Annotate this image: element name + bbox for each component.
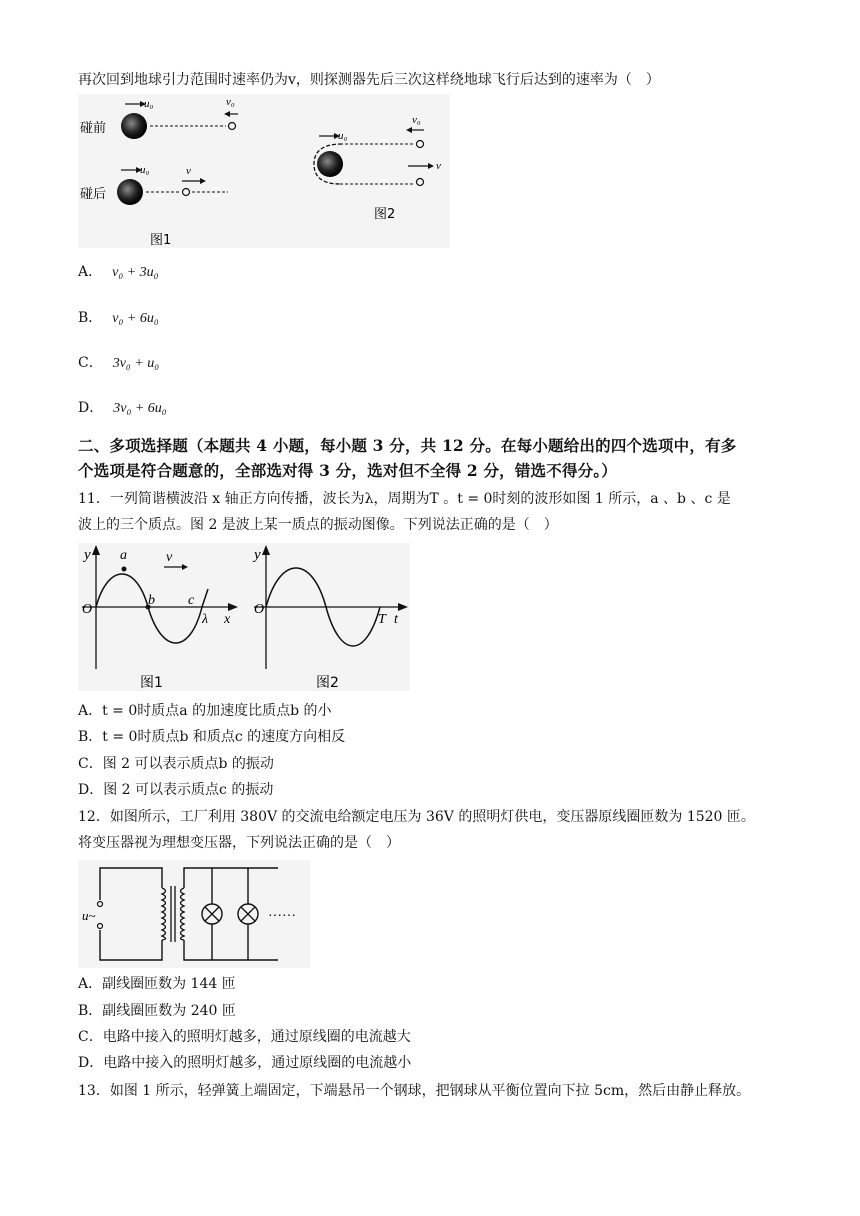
q11-text-line1: 11．一列简谐横波沿 x 轴正方向传播，波长为λ，周期为T 。t = 0时刻的波形如图 1 所示，a 、b 、c 是: [78, 491, 731, 507]
q11-text-line2: 波上的三个质点。图 2 是波上某一质点的振动图像。下列说法正确的是（ ）: [78, 517, 558, 533]
q11-option-d[interactable]: D．图 2 可以表示质点c 的振动: [78, 782, 274, 798]
planet-icon: [317, 151, 343, 177]
q13-text-line1: 13．如图 1 所示，轻弹簧上端固定，下端悬吊一个钢球，把钢球从平衡位置向下拉 5cm，然后由静止释放。: [78, 1083, 751, 1099]
probe-icon: [229, 123, 236, 130]
q12-option-d[interactable]: D．电路中接入的照明灯越多，通过原线圈的电流越小: [78, 1055, 412, 1071]
label-before: 碰前: [80, 121, 107, 136]
v-label: v: [186, 165, 191, 177]
q12-option-a[interactable]: A．副线圈匝数为 144 匝: [78, 976, 236, 992]
source-label: u~: [82, 908, 96, 923]
probe-icon: [183, 189, 190, 196]
q10-figure: [78, 94, 450, 248]
section2-heading-line2: 个选项是符合题意的，全部选对得 3 分，选对但不全得 2 分，错选不得分。）: [78, 461, 618, 480]
lambda-label: λ: [202, 612, 209, 627]
planet-icon: [121, 113, 147, 139]
u0-label: u₀: [144, 98, 154, 110]
origin-label: O: [254, 602, 265, 617]
option-letter: B．: [78, 310, 103, 326]
q12-option-b[interactable]: B．副线圈匝数为 240 匝: [78, 1003, 236, 1019]
v0-label: v₀: [226, 96, 235, 108]
q11-option-b[interactable]: B．t = 0时质点b 和质点c 的速度方向相反: [78, 729, 346, 745]
q10-option-c[interactable]: [78, 353, 159, 374]
q11-figure: [78, 543, 410, 691]
q10-option-d[interactable]: [78, 398, 167, 419]
fig1-caption: 图1: [140, 675, 163, 691]
primary-coil-icon: [162, 888, 166, 940]
q12-text-line2: 将变压器视为理想变压器，下列说法正确的是（ ）: [78, 835, 400, 851]
point-b-label: b: [148, 593, 155, 608]
fig2-caption: 图2: [316, 675, 339, 691]
label-after: 碰后: [80, 187, 107, 202]
u0-label: u₀: [338, 130, 348, 142]
q11-option-a[interactable]: A．t = 0时质点a 的加速度比质点b 的小: [78, 703, 332, 719]
y-axis-label: y: [254, 547, 261, 563]
u0-label: u₀: [140, 164, 150, 176]
origin-label: O: [82, 602, 93, 617]
v0-label: v₀: [412, 114, 421, 126]
point-c-label: c: [188, 593, 195, 608]
q10-text: 再次回到地球引力范围时速率仍为v，则探测器先后三次这样绕地球飞行后达到的速率为（ ）: [78, 72, 660, 88]
q10-option-b[interactable]: [78, 308, 159, 329]
option-formula: v₀ + 6u₀: [112, 311, 159, 326]
option-formula: 3v₀ + 6u₀: [113, 401, 167, 416]
x-axis-label: x: [224, 612, 231, 627]
planet-icon: [117, 179, 143, 205]
probe-icon: [417, 141, 424, 148]
option-letter: A．: [78, 264, 103, 280]
probe-icon: [417, 179, 424, 186]
secondary-coil-icon: [181, 888, 185, 940]
v-label: v: [436, 160, 441, 172]
point-a-label: a: [120, 548, 127, 563]
option-formula: v₀ + 3u₀: [112, 265, 159, 280]
option-formula: 3v₀ + u₀: [112, 356, 160, 371]
q12-option-c[interactable]: C．电路中接入的照明灯越多，通过原线圈的电流越大: [78, 1029, 411, 1045]
fig2-caption: 图2: [374, 207, 396, 222]
option-letter: C．: [78, 355, 103, 371]
q12-circuit-figure: [78, 860, 310, 968]
q11-option-c[interactable]: C．图 2 可以表示质点b 的振动: [78, 756, 274, 772]
t-axis-label: t: [394, 612, 398, 627]
period-label: T: [378, 612, 386, 627]
section2-heading-line1: 二、多项选择题（本题共 4 小题，每小题 3 分，共 12 分。在每小题给出的四个选项中，有多: [78, 436, 737, 455]
q12-text-line1: 12．如图所示，工厂利用 380V 的交流电给额定电压为 36V 的照明灯供电，变压器原线圈匝数为 1520 匝。: [78, 809, 755, 825]
y-axis-label: y: [84, 547, 91, 563]
more-lamps-ellipsis: ……: [268, 905, 296, 920]
fig1-caption: 图1: [150, 233, 172, 248]
option-letter: D．: [78, 400, 104, 416]
q10-option-a[interactable]: [78, 262, 159, 283]
velocity-label: v: [166, 550, 173, 565]
